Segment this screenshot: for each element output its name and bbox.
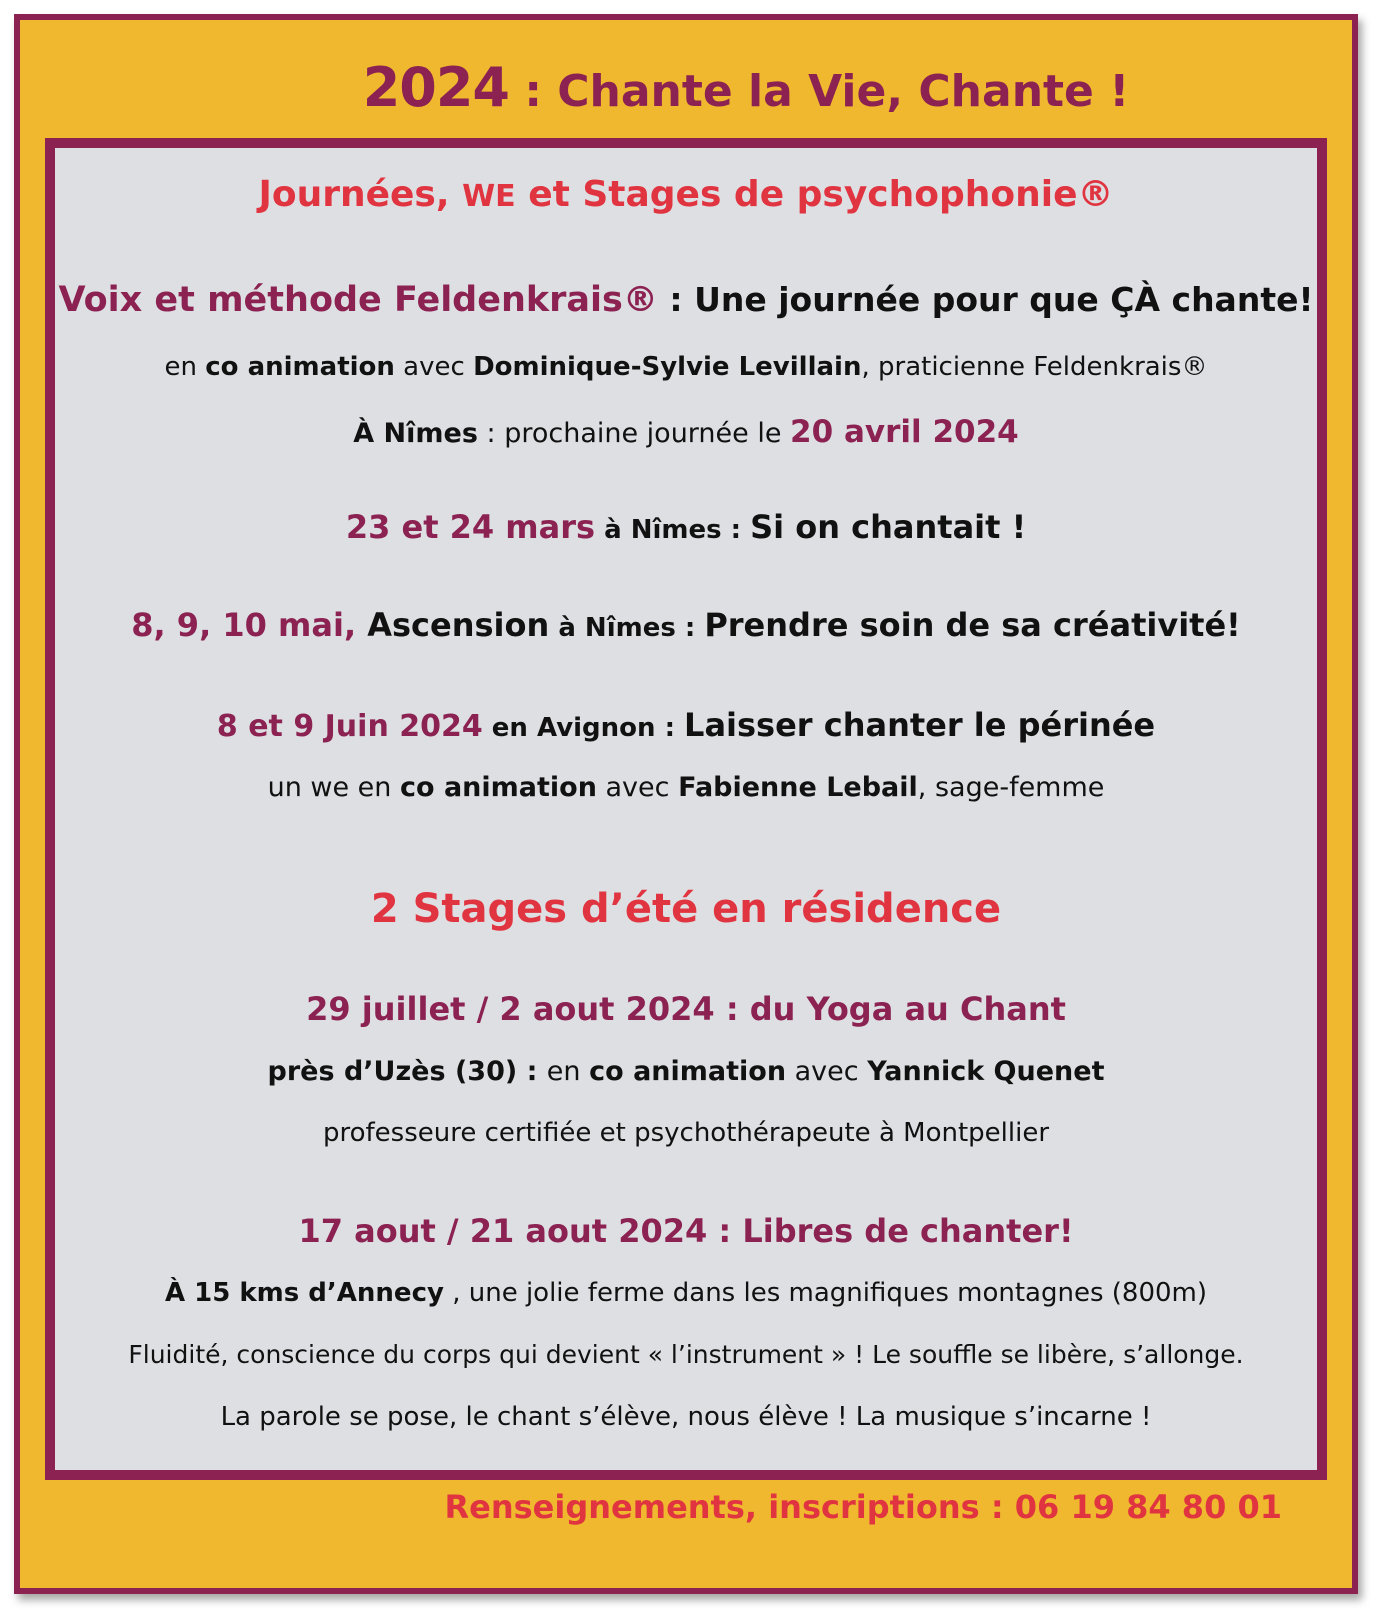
event2-date: 23 et 24 mars	[345, 508, 596, 546]
event4-line2-a: un we en	[267, 772, 400, 803]
event4-place: en Avignon :	[482, 713, 685, 743]
event1-title-plum: Voix et méthode Feldenkrais®	[58, 280, 658, 320]
event1-line3-c: 20 avril 2024	[790, 414, 1019, 450]
heading-part2: et Stages de psychophonie®	[515, 174, 1114, 215]
event6-description-1: Fluidité, conscience du corps qui devient « l’instrument » ! Le souffle se libère, s’allonge.	[128, 1340, 1244, 1369]
event6-description-2: La parole se pose, le chant s’élève, nous élève ! La musique s’incarne !	[220, 1402, 1152, 1432]
event2	[55, 508, 1317, 546]
event5-credentials: professeure certifiée et psychothérapeute à Montpellier	[322, 1118, 1050, 1148]
event4-line2-c: avec	[596, 772, 679, 803]
event3-extra: Ascension	[356, 606, 550, 644]
section-heading-stages	[55, 174, 1317, 215]
event2-place: à Nîmes :	[595, 515, 751, 545]
event3	[55, 606, 1317, 644]
event1-title	[55, 280, 1317, 320]
event4-coanimation	[55, 772, 1317, 803]
heading-we: WE	[462, 179, 516, 214]
event1-line2-b: co animation	[205, 352, 395, 382]
event5-line2-d: avec	[786, 1056, 868, 1087]
title-text: : Chante la Vie, Chante !	[509, 66, 1130, 117]
event6-line2-b: , une jolie ferme dans les magnifiques montagnes (800m)	[443, 1278, 1208, 1308]
event1-coanimation	[55, 352, 1317, 382]
content-panel	[45, 138, 1327, 1480]
event1-line2-e: , praticienne Feldenkrais®	[861, 352, 1208, 382]
event1-line3-b: : prochaine journée le	[477, 418, 791, 449]
event1-line3-a: À Nîmes	[353, 418, 478, 449]
event6-location	[55, 1278, 1317, 1308]
event1-line2-c: avec	[394, 352, 474, 382]
event4-date: 8 et 9 Juin 2024	[216, 709, 483, 744]
event5-line2-c: co animation	[589, 1056, 787, 1087]
page-title	[20, 56, 1352, 119]
event5-line2-a: près d’Uzès (30) :	[267, 1056, 547, 1087]
contact-info: Renseignements, inscriptions : 06 19 84 80 01	[444, 1488, 1282, 1526]
event3-date: 8, 9, 10 mai,	[131, 606, 357, 644]
title-year: 2024	[362, 56, 509, 119]
event1-title-black: : Une journée pour que ÇÀ chante!	[657, 280, 1314, 319]
event6-line2-a: À 15 kms d’Annecy	[164, 1278, 444, 1308]
event4-line2-b: co animation	[399, 772, 597, 803]
event5-line2-b: en	[546, 1056, 590, 1087]
flyer-frame	[14, 14, 1358, 1594]
event6-title: 17 aout / 21 aout 2024 : Libres de chanter!	[298, 1212, 1074, 1250]
event3-place: à Nîmes :	[549, 613, 705, 643]
event2-title: Si on chantait !	[750, 508, 1027, 546]
event5-title: 29 juillet / 2 aout 2024 : du Yoga au Chant	[306, 990, 1066, 1028]
event4-title	[55, 706, 1317, 744]
event3-title: Prendre soin de sa créativité!	[704, 606, 1241, 644]
event4-line2-d: Fabienne Lebail	[678, 772, 918, 803]
event1-line2-d: Dominique-Sylvie Levillain	[473, 352, 862, 382]
event5-coanimation	[55, 1056, 1317, 1087]
event1-next-date	[55, 414, 1317, 450]
event1-line2-a: en	[164, 352, 206, 382]
heading-part1: Journées,	[258, 174, 463, 215]
event5-line2-e: Yannick Quenet	[867, 1056, 1105, 1087]
event4-name: Laisser chanter le périnée	[684, 706, 1156, 744]
section-heading-summer: 2 Stages d’été en résidence	[370, 886, 1002, 932]
event4-line2-e: , sage-femme	[917, 772, 1105, 803]
